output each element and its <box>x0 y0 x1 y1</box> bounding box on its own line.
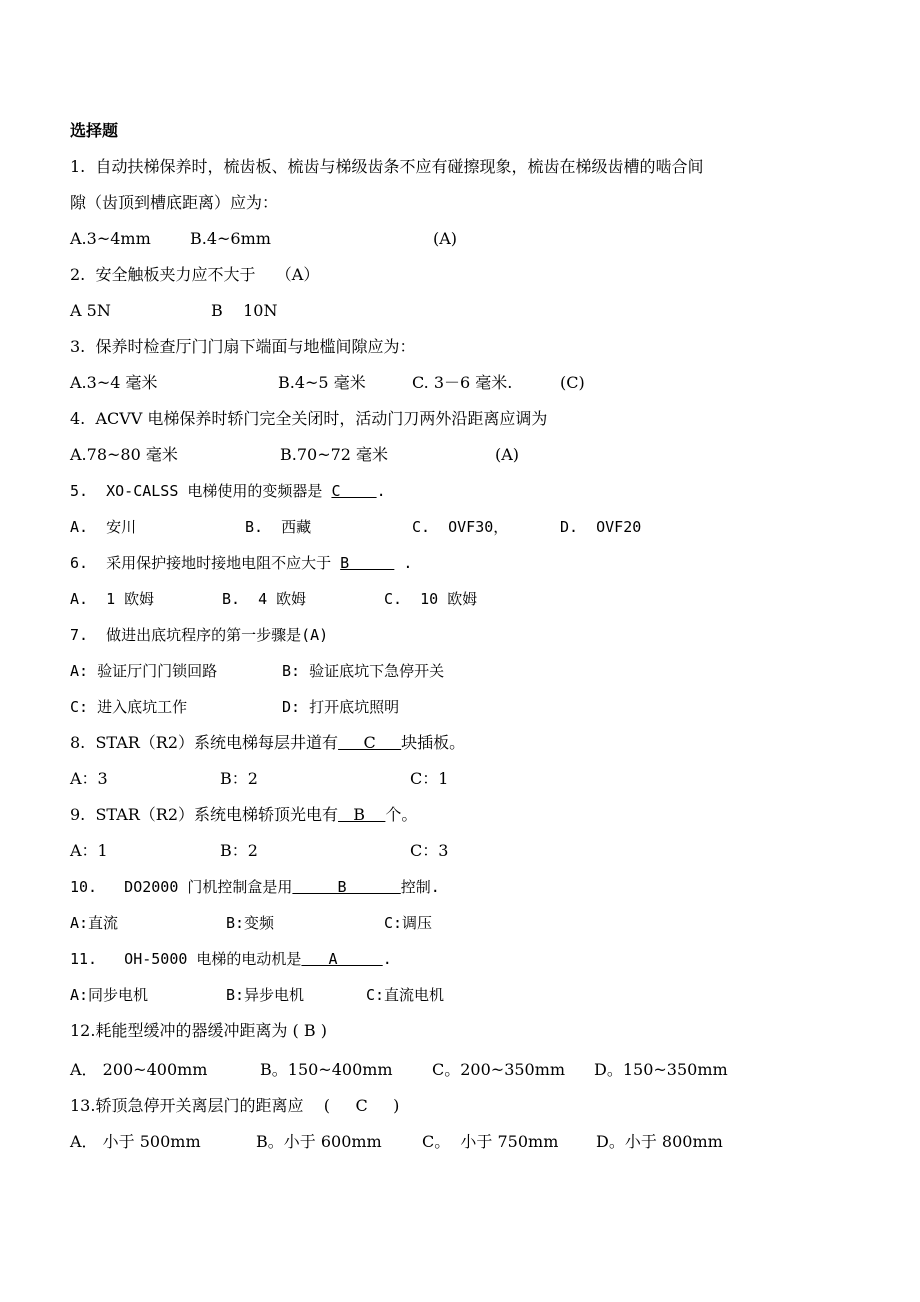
question-3: 3. 保养时检查厅门门扇下端面与地槛间隙应为： <box>70 337 416 356</box>
option-c: C:调压 <box>384 914 433 932</box>
option-d: D. OVF20 <box>560 518 642 536</box>
question-10: 10. DO2000 门机控制盒是用 B 控制. <box>70 878 440 896</box>
question-11: 11. OH-5000 电梯的电动机是 A . <box>70 950 392 968</box>
answer-blank: C <box>338 733 402 752</box>
question-5-options <box>70 515 642 539</box>
answer-blank: B <box>338 805 386 824</box>
option-a: A. 1 欧姆 <box>70 590 155 608</box>
answer-blank: B <box>340 554 395 572</box>
question-1-options <box>70 227 458 251</box>
question-12: 12.耗能型缓冲的器缓冲距离为 ( B ) <box>70 1021 327 1040</box>
option-c: C. 10 欧姆 <box>384 590 478 608</box>
option-b: B. 西藏 <box>245 518 312 536</box>
question-13-options <box>70 1130 723 1154</box>
question-10-options <box>70 911 433 935</box>
question-12-options <box>70 1058 728 1082</box>
question-7: 7. 做进出底坑程序的第一步骤是(A) <box>70 626 329 644</box>
option-c: C。200~350mm <box>432 1060 566 1079</box>
option-d: D: 打开底坑照明 <box>282 698 400 716</box>
option-b: B。150~400mm <box>260 1060 393 1079</box>
option-c: C。 小于 750mm <box>422 1132 559 1151</box>
option-d: D。小于 800mm <box>596 1132 723 1151</box>
answer: (A) <box>433 229 458 248</box>
question-8: 8. STAR（R2）系统电梯每层井道有 C 块插板。 <box>70 733 466 752</box>
option-a: A:直流 <box>70 914 119 932</box>
option-b: B 10N <box>211 301 278 320</box>
option-a: A:同步电机 <box>70 986 149 1004</box>
option-b: B：2 <box>220 769 258 788</box>
answer-blank: C <box>331 482 377 500</box>
option-a: A：3 <box>70 769 108 788</box>
option-a: A: 验证厅门门锁回路 <box>70 662 218 680</box>
option-c: C:直流电机 <box>366 986 445 1004</box>
option-a: A.78~80 毫米 <box>70 445 178 464</box>
option-b: B.4~5 毫米 <box>278 373 366 392</box>
question-4: 4. ACVV 电梯保养时轿门完全关闭时，活动门刀两外沿距离应调为 <box>70 409 548 428</box>
option-c: C. OVF30， <box>412 518 509 536</box>
question-4-options <box>70 443 520 467</box>
option-a: A 5N <box>70 301 111 320</box>
option-b: B：2 <box>220 841 258 860</box>
option-a: A． 小于 500mm <box>70 1132 201 1151</box>
question-7-options-ab <box>70 659 445 683</box>
option-b: B.4~6mm <box>190 229 271 248</box>
option-c: C: 进入底坑工作 <box>70 698 188 716</box>
option-a: A：1 <box>70 841 108 860</box>
question-2: 2. 安全触板夹力应不大于 （A） <box>70 265 320 284</box>
option-c: C：1 <box>410 769 449 788</box>
option-b: B.70~72 毫米 <box>280 445 389 464</box>
question-11-options <box>70 983 445 1007</box>
question-6: 6. 采用保护接地时接地电阻不应大于 B . <box>70 554 413 572</box>
option-b: B:异步电机 <box>226 986 305 1004</box>
option-a: A.3~4mm <box>70 229 151 248</box>
answer-blank: B <box>292 878 401 896</box>
question-7-options-cd <box>70 695 400 719</box>
question-2-options <box>70 299 278 323</box>
option-b: B:变频 <box>226 914 275 932</box>
option-a: A. 安川 <box>70 518 137 536</box>
question-1-line-2: 隙（齿顶到槽底距离）应为： <box>70 193 279 212</box>
option-b: B. 4 欧姆 <box>222 590 307 608</box>
option-a: A． 200~400mm <box>70 1060 208 1079</box>
question-5: 5. XO-CALSS 电梯使用的变频器是 C . <box>70 482 386 500</box>
option-b: B。小于 600mm <box>256 1132 382 1151</box>
question-1-line-1: 1. 自动扶梯保养时，梳齿板、梳齿与梯级齿条不应有碰擦现象，梳齿在梯级齿槽的啮合间 <box>70 157 704 176</box>
question-9-options <box>70 839 449 863</box>
answer-blank: A <box>301 950 383 968</box>
answer: (C) <box>560 373 585 392</box>
option-d: D。150~350mm <box>594 1060 728 1079</box>
question-6-options <box>70 587 478 611</box>
option-b: B: 验证底坑下急停开关 <box>282 662 445 680</box>
question-9: 9. STAR（R2）系统电梯轿顶光电有 B 个。 <box>70 805 418 824</box>
answer: (A) <box>495 445 520 464</box>
question-13: 13.轿顶急停开关离层门的距离应 ( C ) <box>70 1096 400 1115</box>
option-c: C. 3－6 毫米. <box>412 373 513 392</box>
option-c: C：3 <box>410 841 449 860</box>
question-3-options <box>70 371 585 395</box>
section-title: 选择题 <box>70 121 119 140</box>
option-a: A.3~4 毫米 <box>70 373 158 392</box>
question-8-options <box>70 767 449 791</box>
